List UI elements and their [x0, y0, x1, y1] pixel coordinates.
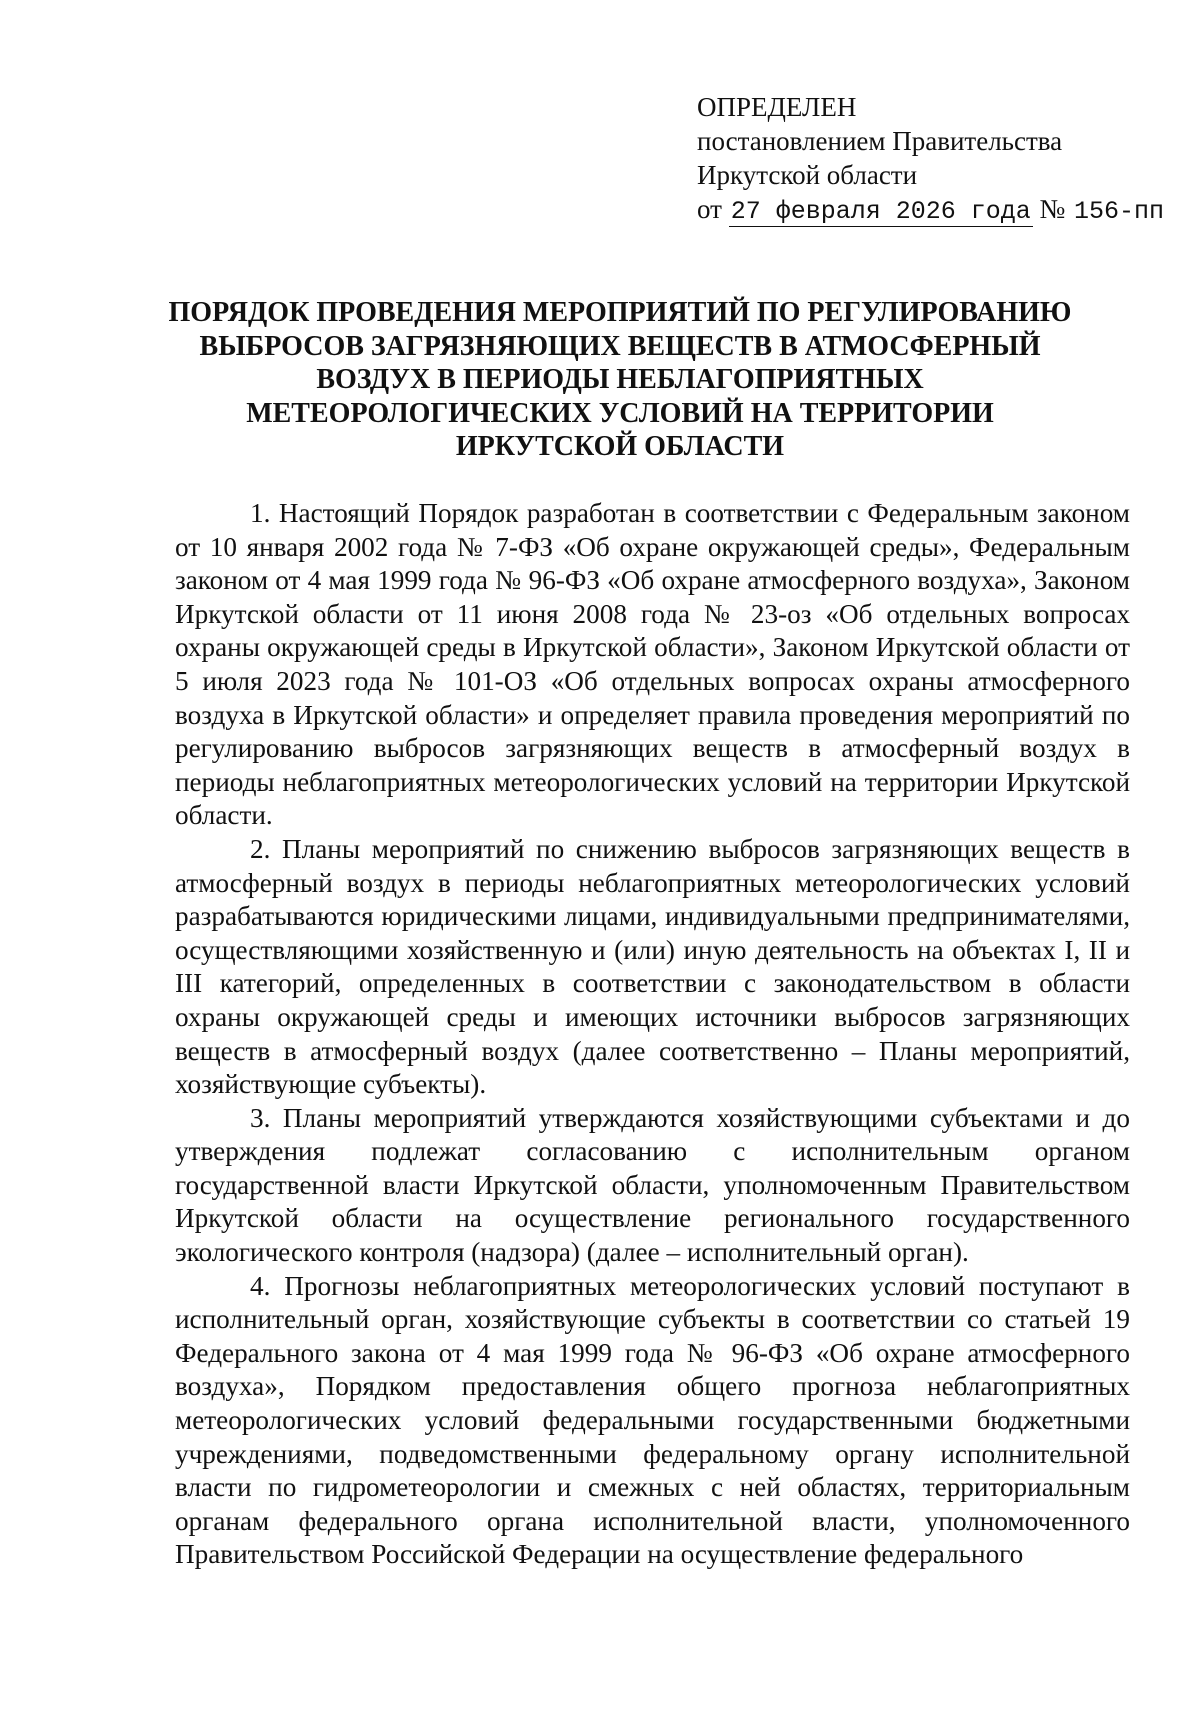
- title-line: ВЫБРОСОВ ЗАГРЯЗНЯЮЩИХ ВЕЩЕСТВ В АТМОСФЕРНЫЙ: [199, 330, 1041, 362]
- approval-authority: постановлением Правительства: [697, 126, 1063, 156]
- approval-region: Иркутской области: [697, 160, 918, 190]
- approval-heading: ОПРЕДЕЛЕН: [697, 92, 857, 122]
- document-title: [140, 296, 1100, 464]
- title-line: ИРКУТСКОЙ ОБЛАСТИ: [455, 431, 785, 462]
- date-prefix: от: [697, 194, 722, 224]
- document-body: [175, 497, 1130, 1572]
- approval-number: 156-пп: [1074, 197, 1165, 226]
- approval-stamp: [697, 90, 1167, 229]
- paragraph-2: 2. Планы мероприятий по снижению выбросов загрязняющих веществ в атмосферный воздух в периоды неблагоприятных метеорологических условий разрабатываются юридическими лицами, индивидуальными предпринимателями, осуществляющими хозяйственную и (или) иную деятельность на объектах I, II и III категорий, определенных в соответствии с законодательством в области охраны окружающей среды и имеющих источники выбросов загрязняющих веществ в атмосферный воздух (далее соответственно – Планы мероприятий, хозяйствующие субъекты).: [175, 833, 1130, 1100]
- paragraph-4: 4. Прогнозы неблагоприятных метеорологических условий поступают в исполнительный орган, хозяйствующие субъекты в соответствии со статьей 19 Федерального закона от 4 мая 1999 года № 96-ФЗ «Об охране атмосферного воздуха», Порядком предоставления общего прогноза неблагоприятных метеорологических условий федеральными государственными бюджетными учреждениями, подведомственными федеральному органу исполнительной власти по гидрометеорологии и смежных с ней областях, территориальным органам федерального органа исполнительной власти, уполномоченного Правительством Российской Федерации на осуществление федерального: [175, 1270, 1130, 1570]
- title-line: ПОРЯДОК ПРОВЕДЕНИЯ МЕРОПРИЯТИЙ ПО РЕГУЛИРОВАНИЮ: [168, 297, 1072, 328]
- title-line: МЕТЕОРОЛОГИЧЕСКИХ УСЛОВИЙ НА ТЕРРИТОРИИ: [246, 397, 994, 429]
- paragraph-1: 1. Настоящий Порядок разработан в соответствии с Федеральным законом от 10 января 2002 года № 7-ФЗ «Об охране окружающей среды», Федеральным законом от 4 мая 1999 года № 96-ФЗ «Об охране атмосферного воздуха», Законом Иркутской области от 11 июня 2008 года № 23-оз «Об отдельных вопросах охраны окружающей среды в Иркутской области», Законом Иркутской области от 5 июля 2023 года № 101-ОЗ «Об отдельных вопросах охраны атмосферного воздуха в Иркутской области» и определяет правила проведения мероприятий по регулированию выбросов загрязняющих веществ в атмосферный воздух в периоды неблагоприятных метеорологических условий на территории Иркутской области.: [175, 498, 1130, 831]
- paragraph-3: 3. Планы мероприятий утверждаются хозяйствующими субъектами и до утверждения подлежат согласованию с исполнительным органом государственной власти Иркутской области, уполномоченным Правительством Иркутской области на осуществление регионального государственного экологического контроля (надзора) (далее – исполнительный орган).: [175, 1102, 1130, 1268]
- title-line: ВОЗДУХ В ПЕРИОДЫ НЕБЛАГОПРИЯТНЫХ: [316, 364, 924, 395]
- approval-date: 27 февраля 2026 года: [730, 197, 1031, 226]
- number-sign: №: [1039, 194, 1066, 224]
- approval-date-line: [697, 192, 1167, 229]
